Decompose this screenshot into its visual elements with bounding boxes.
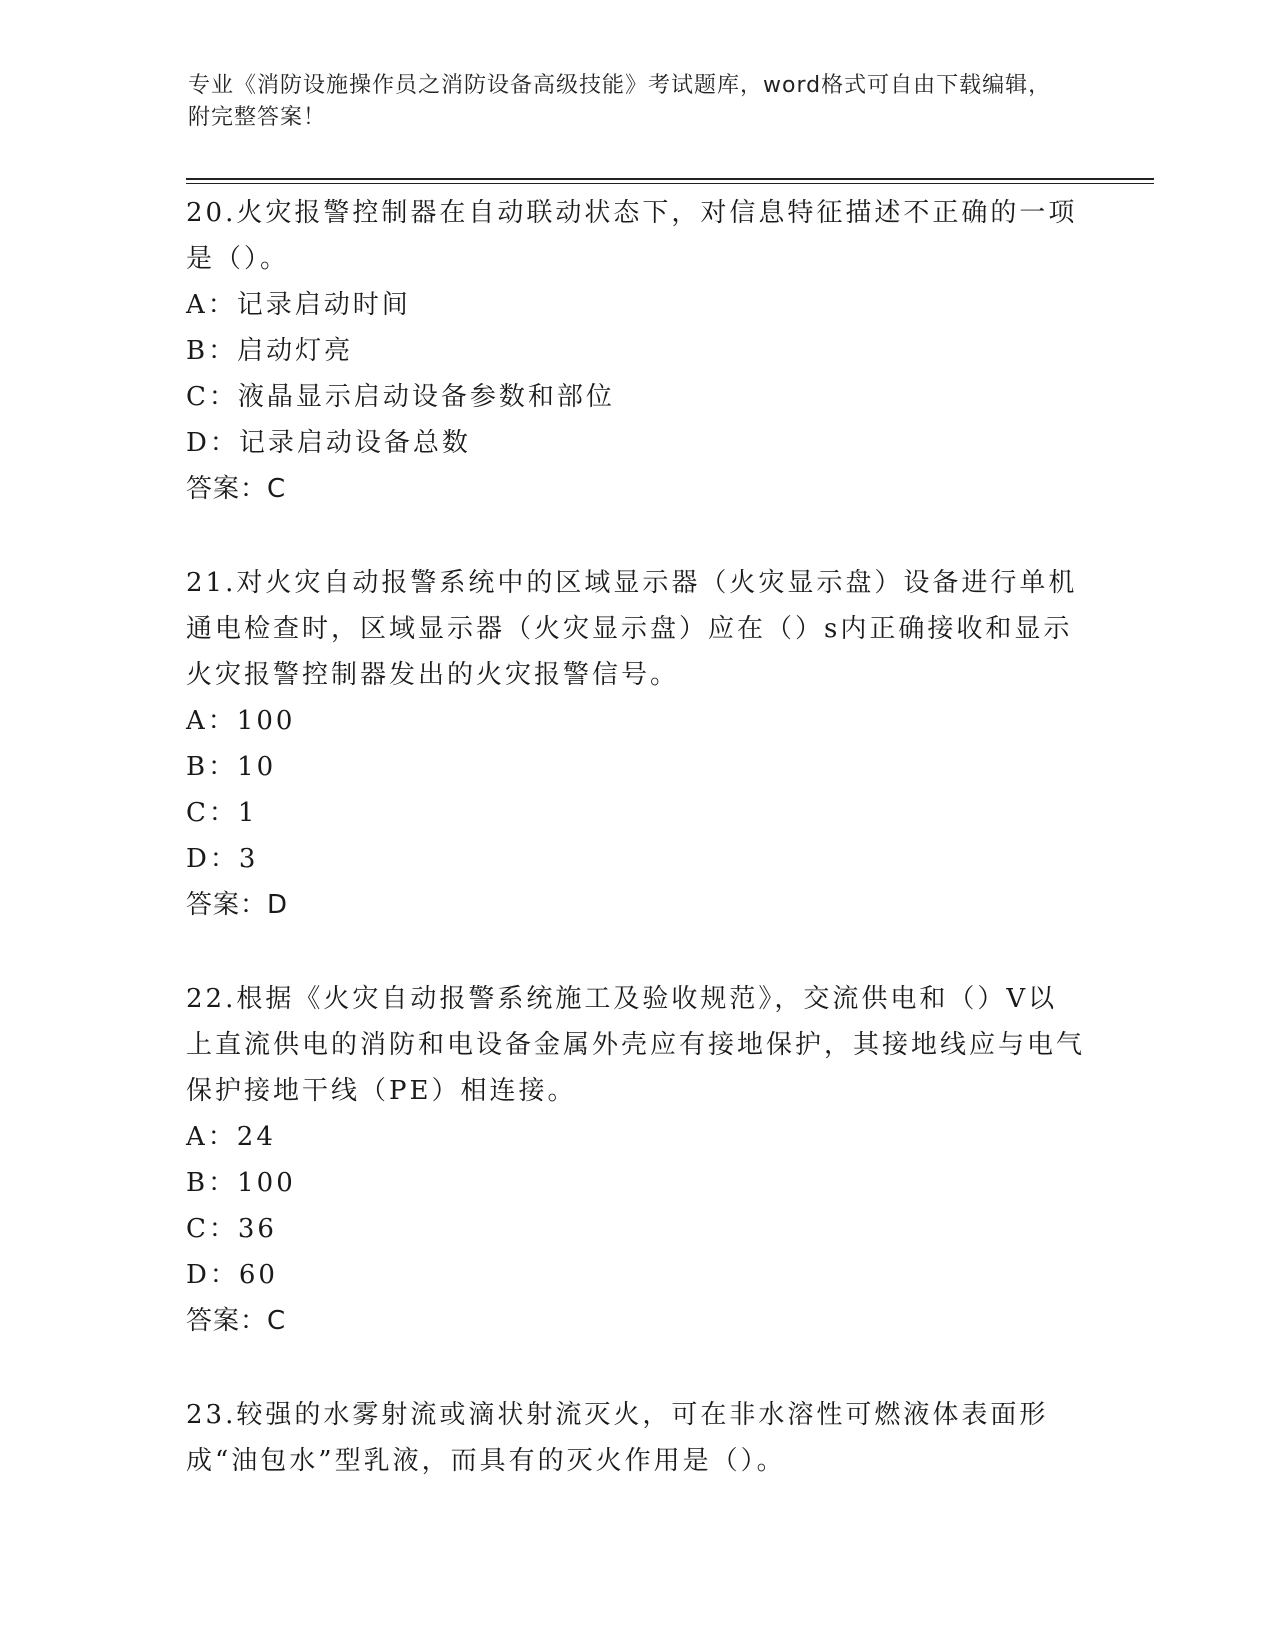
spacer bbox=[186, 1348, 1086, 1392]
question-text: 23.较强的水雾射流或滴状射流灭火，可在非水溶性可燃液体表面形成“油包水”型乳液，而具有的灭火作用是（）。 bbox=[186, 1400, 1049, 1476]
question-22 bbox=[186, 976, 1086, 1344]
question-20 bbox=[186, 190, 1086, 512]
question-23 bbox=[186, 1392, 1086, 1484]
header-rule-thick bbox=[186, 178, 1154, 180]
answer-text: 答案：C bbox=[186, 474, 287, 504]
option-c: C：1 bbox=[186, 798, 258, 828]
option-a: A：100 bbox=[186, 706, 296, 736]
question-list bbox=[186, 190, 1086, 1488]
question-text: 22.根据《火灾自动报警系统施工及验收规范》，交流供电和（）V以上直流供电的消防和电设备金属外壳应有接地保护，其接地线应与电气保护接地干线（PE）相连接。 bbox=[186, 984, 1086, 1106]
option-a: A：24 bbox=[186, 1122, 276, 1152]
option-d: D：记录启动设备总数 bbox=[186, 428, 471, 458]
question-text: 21.对火灾自动报警系统中的区域显示器（火灾显示盘）设备进行单机通电检查时，区域显示器（火灾显示盘）应在（）s内正确接收和显示火灾报警控制器发出的火灾报警信号。 bbox=[186, 568, 1078, 690]
header-rule-thin bbox=[186, 183, 1154, 184]
option-b: B：100 bbox=[186, 1168, 296, 1198]
option-d: D：3 bbox=[186, 844, 259, 874]
question-text: 20.火灾报警控制器在自动联动状态下，对信息特征描述不正确的一项是（）。 bbox=[186, 198, 1078, 274]
option-b: B：启动灯亮 bbox=[186, 336, 354, 366]
option-c: C：液晶显示启动设备参数和部位 bbox=[186, 382, 615, 412]
option-b: B：10 bbox=[186, 752, 277, 782]
spacer bbox=[186, 932, 1086, 976]
spacer bbox=[186, 516, 1086, 560]
answer-text: 答案：C bbox=[186, 1306, 287, 1336]
document-header: 专业《消防设施操作员之消防设备高级技能》考试题库，word格式可自由下载编辑，附完整答案！ bbox=[188, 73, 1052, 130]
option-a: A：记录启动时间 bbox=[186, 290, 411, 320]
option-d: D：60 bbox=[186, 1260, 278, 1290]
answer-text: 答案：D bbox=[186, 890, 289, 920]
question-21 bbox=[186, 560, 1086, 928]
option-c: C：36 bbox=[186, 1214, 277, 1244]
